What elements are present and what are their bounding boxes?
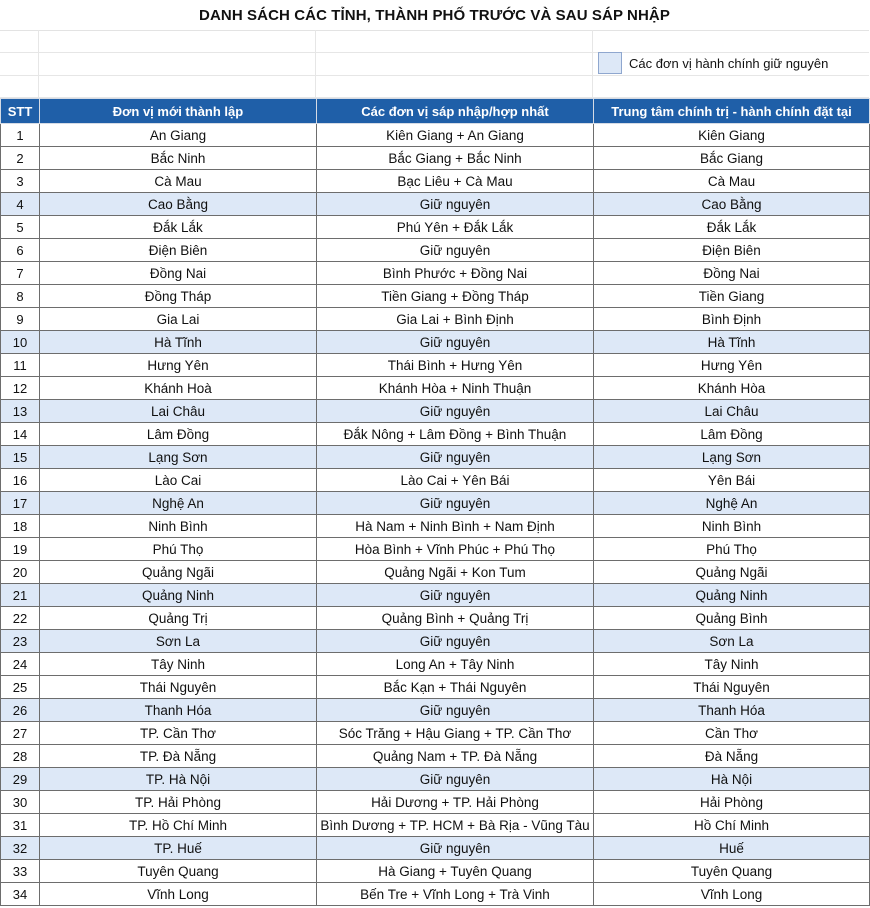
cell-stt[interactable]: 31 <box>1 814 40 837</box>
cell-merged-units[interactable]: Hải Dương + TP. Hải Phòng <box>317 791 594 814</box>
header-merged-units[interactable]: Các đơn vị sáp nhập/hợp nhất <box>317 99 594 124</box>
cell-stt[interactable]: 1 <box>1 124 40 147</box>
cell-center[interactable]: Lạng Sơn <box>594 446 870 469</box>
table-row <box>1 791 870 814</box>
cell-new-unit[interactable]: TP. Hải Phòng <box>40 791 317 814</box>
cell-merged-units[interactable]: Giữ nguyên <box>317 768 594 791</box>
cell-merged-units[interactable]: Giữ nguyên <box>317 331 594 354</box>
cell-center[interactable]: Hồ Chí Minh <box>594 814 870 837</box>
title-row <box>0 0 869 31</box>
table-row <box>1 331 870 354</box>
cell-stt[interactable]: 5 <box>1 216 40 239</box>
cell-merged-units[interactable]: Hà Giang + Tuyên Quang <box>317 860 594 883</box>
table-row <box>1 584 870 607</box>
table-row <box>1 745 870 768</box>
cell-new-unit[interactable]: An Giang <box>40 124 317 147</box>
cell-merged-units[interactable]: Giữ nguyên <box>317 584 594 607</box>
table-row <box>1 538 870 561</box>
table-row <box>1 676 870 699</box>
cell-new-unit[interactable]: Hưng Yên <box>40 354 317 377</box>
cell-merged-units[interactable]: Sóc Trăng + Hậu Giang + TP. Cần Thơ <box>317 722 594 745</box>
header-stt[interactable]: STT <box>1 99 40 124</box>
cell-center[interactable]: Tuyên Quang <box>594 860 870 883</box>
cell-center[interactable]: Cà Mau <box>594 170 870 193</box>
cell-new-unit[interactable]: Cà Mau <box>40 170 317 193</box>
table-row <box>1 561 870 584</box>
cell-center[interactable]: Khánh Hòa <box>594 377 870 400</box>
cell-new-unit[interactable]: Điện Biên <box>40 239 317 262</box>
grid-divider <box>315 30 316 98</box>
cell-merged-units[interactable]: Bạc Liêu + Cà Mau <box>317 170 594 193</box>
cell-merged-units[interactable]: Quảng Bình + Quảng Trị <box>317 607 594 630</box>
cell-stt[interactable]: 11 <box>1 354 40 377</box>
cell-new-unit[interactable]: Lạng Sơn <box>40 446 317 469</box>
cell-merged-units[interactable]: Giữ nguyên <box>317 400 594 423</box>
cell-stt[interactable]: 4 <box>1 193 40 216</box>
cell-center[interactable]: Nghệ An <box>594 492 870 515</box>
cell-merged-units[interactable]: Lào Cai + Yên Bái <box>317 469 594 492</box>
cell-center[interactable]: Bắc Giang <box>594 147 870 170</box>
cell-stt[interactable]: 18 <box>1 515 40 538</box>
cell-new-unit[interactable]: Lai Châu <box>40 400 317 423</box>
grid-divider <box>592 30 593 98</box>
table-row <box>1 239 870 262</box>
cell-center[interactable]: Ninh Bình <box>594 515 870 538</box>
cell-merged-units[interactable]: Hà Nam + Ninh Bình + Nam Định <box>317 515 594 538</box>
cell-stt[interactable]: 32 <box>1 837 40 860</box>
legend-swatch <box>598 52 622 74</box>
cell-center[interactable]: Cần Thơ <box>594 722 870 745</box>
cell-new-unit[interactable]: Tây Ninh <box>40 653 317 676</box>
cell-center[interactable]: Phú Thọ <box>594 538 870 561</box>
table-row <box>1 653 870 676</box>
cell-stt[interactable]: 20 <box>1 561 40 584</box>
empty-row <box>0 30 869 53</box>
cell-new-unit[interactable]: Thanh Hóa <box>40 699 317 722</box>
cell-center[interactable]: Bình Định <box>594 308 870 331</box>
cell-stt[interactable]: 34 <box>1 883 40 906</box>
cell-merged-units[interactable]: Bình Dương + TP. HCM + Bà Rịa - Vũng Tàu <box>317 814 594 837</box>
cell-stt[interactable]: 12 <box>1 377 40 400</box>
cell-stt[interactable]: 24 <box>1 653 40 676</box>
table-row <box>1 308 870 331</box>
table-row <box>1 515 870 538</box>
cell-stt[interactable]: 15 <box>1 446 40 469</box>
table-row <box>1 860 870 883</box>
cell-merged-units[interactable]: Thái Bình + Hưng Yên <box>317 354 594 377</box>
table-row <box>1 699 870 722</box>
cell-center[interactable]: Quảng Ngãi <box>594 561 870 584</box>
cell-stt[interactable]: 33 <box>1 860 40 883</box>
table-row <box>1 124 870 147</box>
cell-new-unit[interactable]: Quảng Ngãi <box>40 561 317 584</box>
page-title: DANH SÁCH CÁC TỈNH, THÀNH PHỐ TRƯỚC VÀ SAU SÁP NHẬP <box>199 6 670 24</box>
cell-center[interactable]: Sơn La <box>594 630 870 653</box>
cell-merged-units[interactable]: Giữ nguyên <box>317 699 594 722</box>
table-row <box>1 883 870 906</box>
cell-center[interactable]: Hà Nội <box>594 768 870 791</box>
cell-merged-units[interactable]: Bến Tre + Vĩnh Long + Trà Vinh <box>317 883 594 906</box>
cell-new-unit[interactable]: Sơn La <box>40 630 317 653</box>
cell-stt[interactable]: 10 <box>1 331 40 354</box>
cell-center[interactable]: Lai Châu <box>594 400 870 423</box>
cell-stt[interactable]: 17 <box>1 492 40 515</box>
table-row <box>1 193 870 216</box>
table-row <box>1 285 870 308</box>
cell-merged-units[interactable]: Giữ nguyên <box>317 630 594 653</box>
table-row <box>1 607 870 630</box>
legend <box>598 52 828 74</box>
cell-center[interactable]: Hà Tĩnh <box>594 331 870 354</box>
cell-merged-units[interactable]: Quảng Ngãi + Kon Tum <box>317 561 594 584</box>
cell-new-unit[interactable]: Tuyên Quang <box>40 860 317 883</box>
cell-stt[interactable]: 16 <box>1 469 40 492</box>
cell-merged-units[interactable]: Quảng Nam + TP. Đà Nẵng <box>317 745 594 768</box>
cell-merged-units[interactable]: Giữ nguyên <box>317 446 594 469</box>
cell-center[interactable]: Đồng Nai <box>594 262 870 285</box>
table-row <box>1 147 870 170</box>
table-row <box>1 377 870 400</box>
cell-stt[interactable]: 8 <box>1 285 40 308</box>
table-row <box>1 469 870 492</box>
cell-merged-units[interactable]: Phú Yên + Đắk Lắk <box>317 216 594 239</box>
cell-center[interactable]: Lâm Đồng <box>594 423 870 446</box>
cell-center[interactable]: Quảng Bình <box>594 607 870 630</box>
grid-divider <box>38 30 39 98</box>
cell-stt[interactable]: 21 <box>1 584 40 607</box>
cell-stt[interactable]: 30 <box>1 791 40 814</box>
cell-stt[interactable]: 22 <box>1 607 40 630</box>
cell-new-unit[interactable]: Đắk Lắk <box>40 216 317 239</box>
cell-center[interactable]: Yên Bái <box>594 469 870 492</box>
cell-new-unit[interactable]: Lâm Đồng <box>40 423 317 446</box>
cell-merged-units[interactable]: Bình Phước + Đồng Nai <box>317 262 594 285</box>
cell-new-unit[interactable]: Thái Nguyên <box>40 676 317 699</box>
cell-new-unit[interactable]: Ninh Bình <box>40 515 317 538</box>
cell-stt[interactable]: 28 <box>1 745 40 768</box>
cell-center[interactable]: Huế <box>594 837 870 860</box>
cell-merged-units[interactable]: Long An + Tây Ninh <box>317 653 594 676</box>
cell-stt[interactable]: 25 <box>1 676 40 699</box>
cell-merged-units[interactable]: Giữ nguyên <box>317 193 594 216</box>
cell-new-unit[interactable]: TP. Hồ Chí Minh <box>40 814 317 837</box>
cell-stt[interactable]: 6 <box>1 239 40 262</box>
table-row <box>1 446 870 469</box>
cell-new-unit[interactable]: Đồng Tháp <box>40 285 317 308</box>
cell-center[interactable]: Hưng Yên <box>594 354 870 377</box>
cell-stt[interactable]: 2 <box>1 147 40 170</box>
cell-center[interactable]: Thái Nguyên <box>594 676 870 699</box>
cell-center[interactable]: Vĩnh Long <box>594 883 870 906</box>
cell-merged-units[interactable]: Đắk Nông + Lâm Đồng + Bình Thuận <box>317 423 594 446</box>
header-center[interactable]: Trung tâm chính trị - hành chính đặt tại <box>594 99 870 124</box>
table-row <box>1 170 870 193</box>
table-row <box>1 768 870 791</box>
cell-new-unit[interactable]: TP. Cần Thơ <box>40 722 317 745</box>
cell-new-unit[interactable]: TP. Hà Nội <box>40 768 317 791</box>
cell-center[interactable]: Đắk Lắk <box>594 216 870 239</box>
cell-center[interactable]: Điện Biên <box>594 239 870 262</box>
cell-center[interactable]: Thanh Hóa <box>594 699 870 722</box>
cell-new-unit[interactable]: Bắc Ninh <box>40 147 317 170</box>
header-new-unit[interactable]: Đơn vị mới thành lập <box>40 99 317 124</box>
cell-stt[interactable]: 19 <box>1 538 40 561</box>
cell-new-unit[interactable]: TP. Huế <box>40 837 317 860</box>
cell-new-unit[interactable]: Lào Cai <box>40 469 317 492</box>
cell-merged-units[interactable]: Bắc Giang + Bắc Ninh <box>317 147 594 170</box>
table-row <box>1 262 870 285</box>
table-row <box>1 630 870 653</box>
cell-merged-units[interactable]: Giữ nguyên <box>317 837 594 860</box>
cell-stt[interactable]: 26 <box>1 699 40 722</box>
cell-center[interactable]: Tây Ninh <box>594 653 870 676</box>
cell-merged-units[interactable]: Bắc Kạn + Thái Nguyên <box>317 676 594 699</box>
cell-stt[interactable]: 23 <box>1 630 40 653</box>
cell-stt[interactable]: 27 <box>1 722 40 745</box>
table-row <box>1 354 870 377</box>
table-body <box>1 124 870 906</box>
cell-merged-units[interactable]: Tiền Giang + Đồng Tháp <box>317 285 594 308</box>
cell-new-unit[interactable]: Đồng Nai <box>40 262 317 285</box>
cell-new-unit[interactable]: Vĩnh Long <box>40 883 317 906</box>
cell-new-unit[interactable]: Quảng Trị <box>40 607 317 630</box>
table-row <box>1 492 870 515</box>
cell-center[interactable]: Kiên Giang <box>594 124 870 147</box>
legend-label: Các đơn vị hành chính giữ nguyên <box>629 55 829 71</box>
cell-stt[interactable]: 29 <box>1 768 40 791</box>
table-row <box>1 423 870 446</box>
cell-center[interactable]: Quảng Ninh <box>594 584 870 607</box>
cell-new-unit[interactable]: Nghệ An <box>40 492 317 515</box>
cell-merged-units[interactable]: Hòa Bình + Vĩnh Phúc + Phú Thọ <box>317 538 594 561</box>
cell-center[interactable]: Cao Bằng <box>594 193 870 216</box>
table-row <box>1 400 870 423</box>
cell-new-unit[interactable]: TP. Đà Nẵng <box>40 745 317 768</box>
cell-new-unit[interactable]: Phú Thọ <box>40 538 317 561</box>
cell-center[interactable]: Tiền Giang <box>594 285 870 308</box>
cell-center[interactable]: Hải Phòng <box>594 791 870 814</box>
cell-stt[interactable]: 14 <box>1 423 40 446</box>
cell-stt[interactable]: 7 <box>1 262 40 285</box>
provinces-table <box>0 98 870 906</box>
table-row <box>1 814 870 837</box>
table-row <box>1 216 870 239</box>
cell-stt[interactable]: 9 <box>1 308 40 331</box>
cell-new-unit[interactable]: Hà Tĩnh <box>40 331 317 354</box>
cell-center[interactable]: Đà Nẵng <box>594 745 870 768</box>
cell-merged-units[interactable]: Giữ nguyên <box>317 492 594 515</box>
cell-stt[interactable]: 3 <box>1 170 40 193</box>
header-row <box>1 99 870 124</box>
table-row <box>1 722 870 745</box>
table-row <box>1 837 870 860</box>
empty-row <box>0 76 869 98</box>
cell-merged-units[interactable]: Gia Lai + Bình Định <box>317 308 594 331</box>
cell-new-unit[interactable]: Quảng Ninh <box>40 584 317 607</box>
cell-merged-units[interactable]: Khánh Hòa + Ninh Thuận <box>317 377 594 400</box>
cell-new-unit[interactable]: Khánh Hoà <box>40 377 317 400</box>
cell-stt[interactable]: 13 <box>1 400 40 423</box>
cell-new-unit[interactable]: Cao Bằng <box>40 193 317 216</box>
cell-merged-units[interactable]: Giữ nguyên <box>317 239 594 262</box>
cell-new-unit[interactable]: Gia Lai <box>40 308 317 331</box>
cell-merged-units[interactable]: Kiên Giang + An Giang <box>317 124 594 147</box>
